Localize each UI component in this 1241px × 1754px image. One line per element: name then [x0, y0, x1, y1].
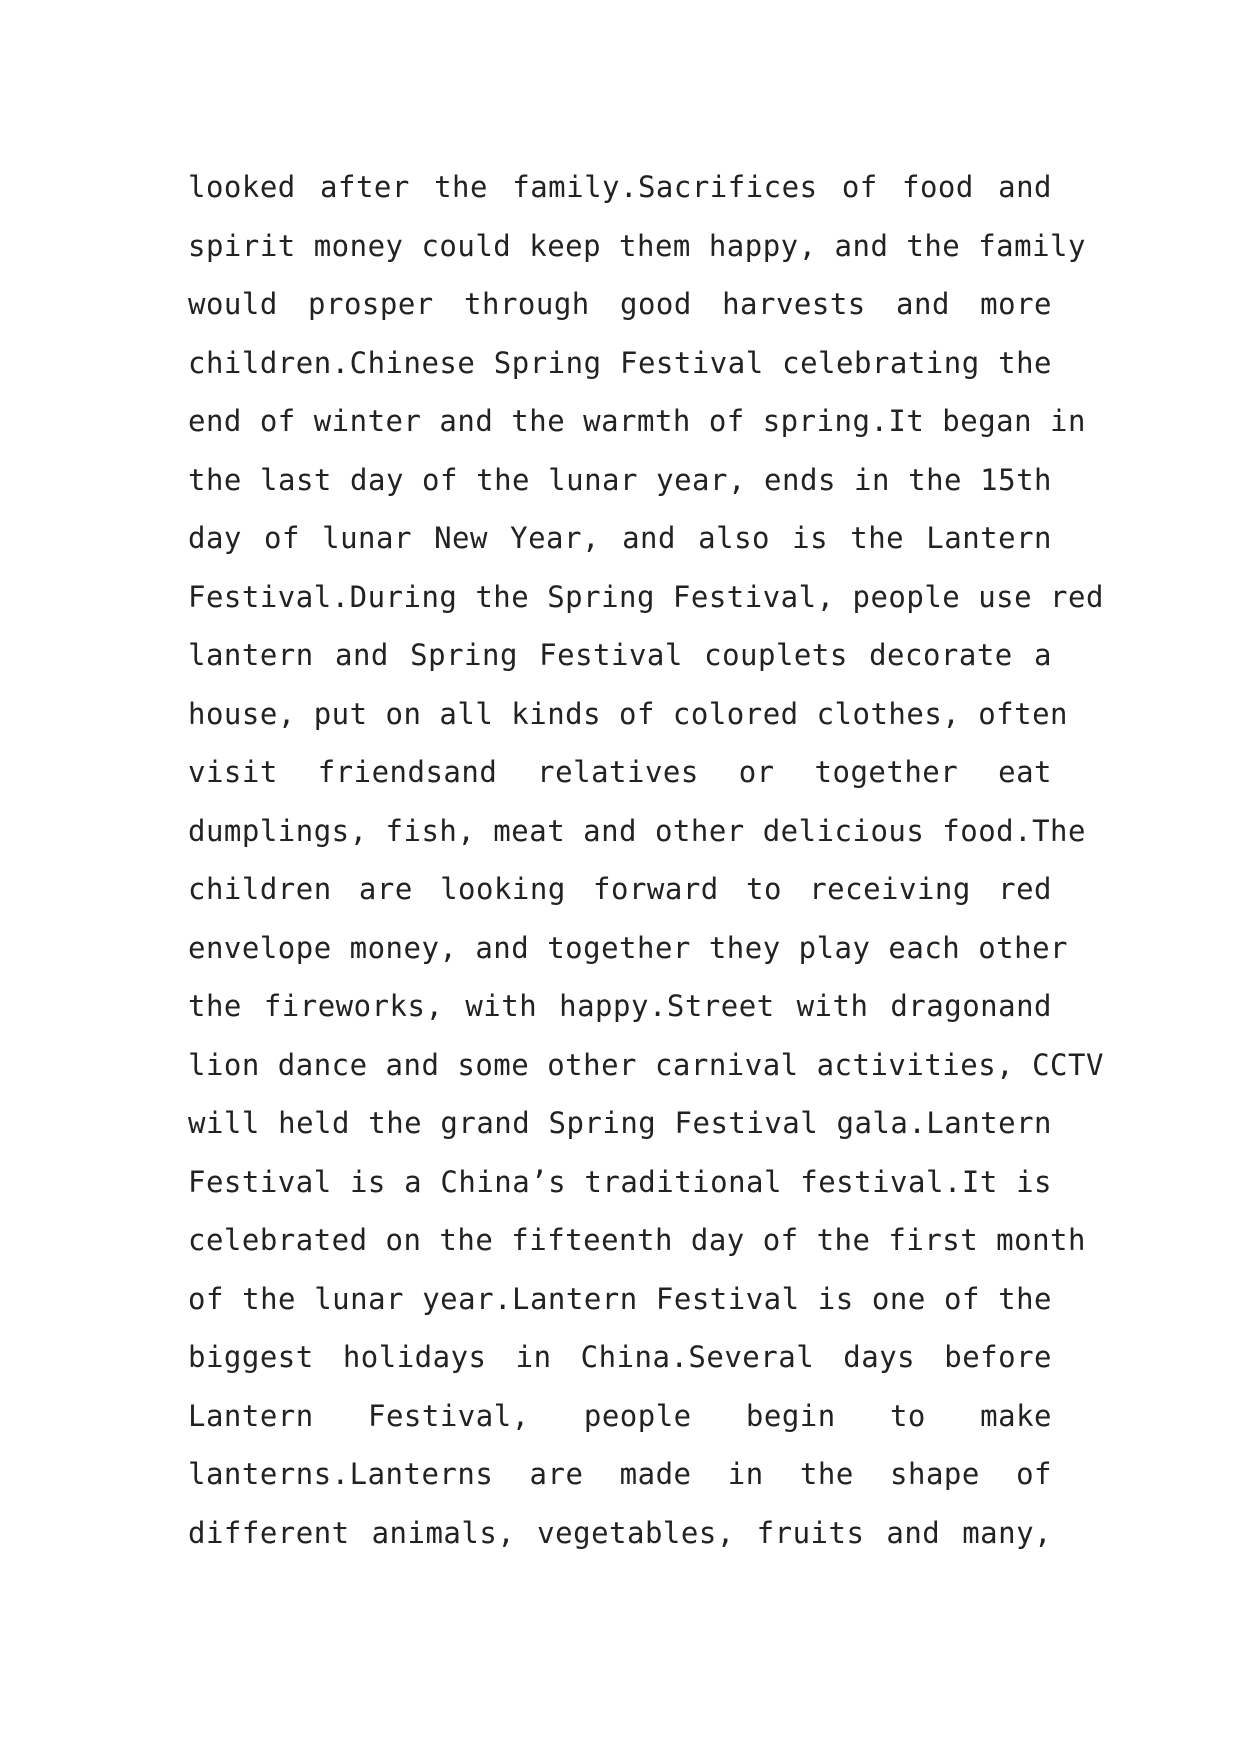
text-line: Festival.During the Spring Festival, people use red [188, 579, 1104, 614]
text-line: would prosper through good harvests and more [188, 287, 1052, 321]
text-line: lanterns.Lanterns are made in the shape of [188, 1457, 1052, 1491]
text-line: the last day of the lunar year, ends in the 15th [188, 462, 1052, 497]
text-line: dumplings, fish, meat and other delicious food.The [188, 813, 1086, 848]
body-text [188, 162, 1104, 1566]
text-line: visit friendsand relatives or together eat [188, 755, 1052, 789]
text-line: lion dance and some other carnival activities, CCTV [188, 1047, 1104, 1082]
text-line: celebrated on the fifteenth day of the first month [188, 1223, 1086, 1257]
text-line: the fireworks, with happy.Street with dragonand [188, 989, 1052, 1023]
text-line: biggest holidays in China.Several days before [188, 1340, 1052, 1374]
text-line: day of lunar New Year, and also is the Lantern [188, 521, 1052, 555]
text-line: envelope money, and together they play each other [188, 930, 1069, 965]
text-line: spirit money could keep them happy, and the family [188, 228, 1086, 263]
text-line: of the lunar year.Lantern Festival is one of the [188, 1281, 1052, 1316]
text-line: children are looking forward to receiving red [188, 872, 1052, 906]
text-line: different animals, vegetables, fruits and many, [188, 1515, 1052, 1550]
text-line: will held the grand Spring Festival gala.Lantern [188, 1106, 1052, 1140]
text-line: Lantern Festival, people begin to make [188, 1398, 1052, 1433]
text-line: lantern and Spring Festival couplets decorate a [188, 638, 1052, 672]
text-line: Festival is a China’s traditional festival.It is [188, 1164, 1052, 1199]
text-line: end of winter and the warmth of spring.It began in [188, 404, 1086, 438]
text-line: house, put on all kinds of colored clothes, often [188, 696, 1069, 731]
text-line: children.Chinese Spring Festival celebrating the [188, 345, 1052, 380]
text-line: looked after the family.Sacrifices of food and [188, 170, 1052, 204]
